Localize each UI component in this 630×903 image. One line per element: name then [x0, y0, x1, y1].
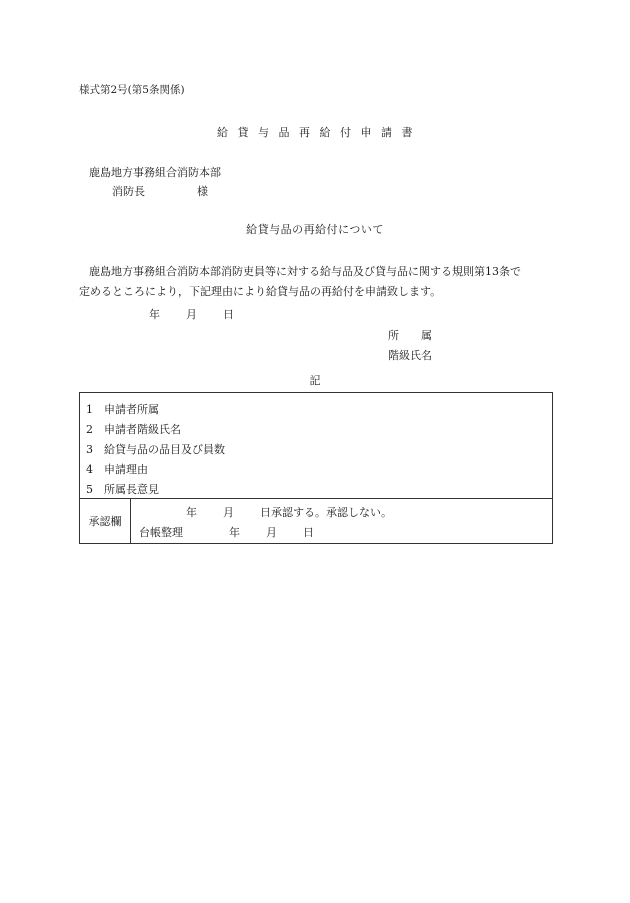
item-label: 申請理由	[104, 463, 148, 476]
item-number: 2	[86, 423, 93, 436]
applicant-affiliation-label: 所 属	[388, 329, 432, 342]
approval-year: 年	[186, 506, 197, 519]
addressee-organization: 鹿島地方事務組合消防本部	[89, 166, 221, 179]
ledger-year: 年	[229, 526, 240, 539]
list-item	[86, 481, 159, 497]
item-label: 申請者所属	[104, 403, 159, 416]
ledger-day: 日	[303, 526, 314, 539]
date-month: 月	[186, 308, 197, 321]
item-number: 1	[86, 403, 93, 416]
list-item	[86, 401, 159, 417]
date-day: 日	[223, 308, 234, 321]
approval-date-line	[186, 504, 392, 520]
items-list	[80, 393, 553, 499]
addressee-honorific: 様	[197, 185, 208, 198]
approval-label: 承認欄	[80, 499, 131, 544]
item-number: 5	[86, 483, 93, 496]
applicant-rank-name-label: 階級氏名	[388, 349, 432, 362]
ki-heading: 記	[309, 374, 321, 387]
approval-month: 月	[223, 506, 234, 519]
approval-decision-text: 日承認する。承認しない。	[260, 506, 392, 519]
application-date	[149, 306, 234, 322]
item-number: 3	[86, 443, 93, 456]
item-label: 給貸与品の品目及び員数	[104, 443, 225, 456]
approval-content	[131, 499, 553, 544]
ledger-line	[139, 524, 314, 540]
list-item	[86, 461, 148, 477]
body-text-line2: 定めるところにより，下記理由により給貸与品の再給付を申請致します。	[79, 285, 442, 298]
list-item	[86, 441, 225, 457]
list-item	[86, 421, 181, 437]
item-number: 4	[86, 463, 93, 476]
body-text-line1: 鹿島地方事務組合消防本部消防吏員等に対する給与品及び貸与品に関する規則第13条で	[89, 265, 521, 278]
ledger-month: 月	[266, 526, 277, 539]
application-items-table	[79, 392, 553, 544]
ledger-label: 台帳整理	[139, 526, 183, 539]
addressee-role: 消防長	[112, 185, 145, 198]
document-title: 給貸与品再給付申請書	[217, 126, 422, 139]
item-label: 所属長意見	[104, 483, 159, 496]
item-label: 申請者階級氏名	[104, 423, 181, 436]
form-number: 様式第2号(第5条関係)	[79, 84, 185, 96]
date-year: 年	[149, 308, 160, 321]
subject-line: 給貸与品の再給付について	[246, 223, 384, 236]
